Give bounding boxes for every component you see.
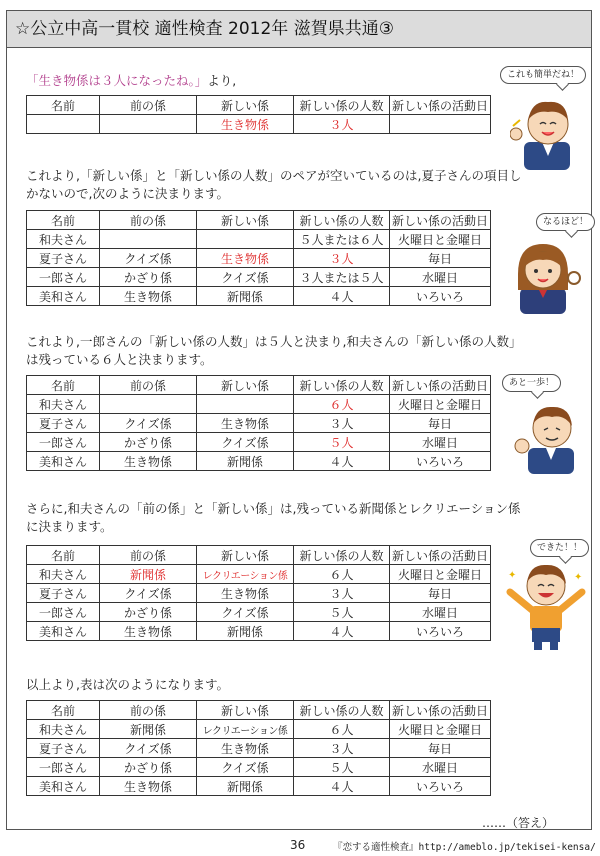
table-cell: ５人 [294, 433, 390, 452]
table-cell: ５人または６人 [294, 230, 390, 249]
table-cell: いろいろ [390, 622, 491, 641]
table-cell: クイズ係 [100, 414, 197, 433]
intro-quote: 「生き物係は３人になったね。」 [26, 73, 208, 88]
table-cell: 夏子さん [27, 249, 100, 268]
header-prev-duty: 前の係 [100, 96, 197, 115]
table-cell [27, 115, 100, 134]
table-cell: レクリエーション係 [197, 720, 294, 739]
header-prev-duty: 前の係 [100, 546, 197, 565]
table-cell: 生き物係 [197, 115, 294, 134]
header-prev-duty: 前の係 [100, 376, 197, 395]
header-row [27, 701, 491, 720]
header-name: 名前 [27, 211, 100, 230]
table-cell: 火曜日と金曜日 [390, 720, 491, 739]
svg-text:✦: ✦ [508, 570, 517, 581]
table-cell: 水曜日 [390, 758, 491, 777]
table-cell: 生き物係 [197, 584, 294, 603]
table-cell: 夏子さん [27, 414, 100, 433]
table-cell: 新聞係 [197, 452, 294, 471]
table-cell: 新聞係 [197, 622, 294, 641]
table-5-answer [26, 700, 491, 796]
table-cell: クイズ係 [100, 249, 197, 268]
header-activity-day: 新しい係の活動日 [390, 96, 491, 115]
table-cell [100, 230, 197, 249]
boy-fist-pump-illustration [512, 396, 588, 474]
header-count: 新しい係の人数 [294, 376, 390, 395]
table-cell: 生き物係 [197, 414, 294, 433]
header-new-duty: 新しい係 [197, 546, 294, 565]
paragraph-5: 以上より,表は次のようになります。 [26, 677, 229, 692]
header-activity-day: 新しい係の活動日 [390, 376, 491, 395]
table-cell: 毎日 [390, 414, 491, 433]
table-cell: ６人 [294, 565, 390, 584]
table-cell: ４人 [294, 287, 390, 306]
table-cell: 一郎さん [27, 268, 100, 287]
table-2 [26, 210, 491, 306]
girl-ok-sign-illustration [508, 234, 584, 314]
header-activity-day: 新しい係の活動日 [390, 211, 491, 230]
table-row [27, 622, 491, 641]
table-cell: かざり係 [100, 268, 197, 287]
table-cell: 一郎さん [27, 433, 100, 452]
header-row [27, 546, 491, 565]
table-cell: 美和さん [27, 622, 100, 641]
table-row [27, 115, 491, 134]
table-cell: かざり係 [100, 758, 197, 777]
table-cell: 毎日 [390, 249, 491, 268]
table-row [27, 414, 491, 433]
table-cell: ６人 [294, 720, 390, 739]
table-cell: 新聞係 [100, 565, 197, 584]
paragraph-4: さらに,和夫さんの「前の係」と「新しい係」は,残っている新聞係とレクリエーション係に決まります。 [26, 501, 521, 534]
footer-source: 『恋する適性検査』http://ameblo.jp/tekisei-kensa/ [333, 842, 596, 853]
header-activity-day: 新しい係の活動日 [390, 701, 491, 720]
table-cell: 和夫さん [27, 395, 100, 414]
table-row [27, 584, 491, 603]
table-row [27, 230, 491, 249]
table-cell: 生き物係 [197, 739, 294, 758]
table-cell: ５人 [294, 603, 390, 622]
table-cell: ３人 [294, 739, 390, 758]
header-activity-day: 新しい係の活動日 [390, 546, 491, 565]
table-cell: クイズ係 [197, 433, 294, 452]
table-cell: 一郎さん [27, 603, 100, 622]
header-row [27, 376, 491, 395]
table-1 [26, 95, 491, 134]
table-cell: かざり係 [100, 603, 197, 622]
table-cell: 美和さん [27, 452, 100, 471]
table-cell: クイズ係 [197, 758, 294, 777]
table-4 [26, 545, 491, 641]
header-row [27, 96, 491, 115]
table-cell: 生き物係 [100, 777, 197, 796]
table-cell: クイズ係 [197, 268, 294, 287]
table-row [27, 268, 491, 287]
table-cell: ３人 [294, 249, 390, 268]
page-title: ☆公立中高一貫校 適性検査 2012年 滋賀県共通③ [6, 10, 592, 48]
table-cell: クイズ係 [100, 739, 197, 758]
table-row [27, 249, 491, 268]
table-row [27, 433, 491, 452]
table-3 [26, 375, 491, 471]
paragraph-2: これより,「新しい係」と「新しい係の人数」のペアが空いているのは,夏子さんの項目しかないので,次のように決まります。 [26, 168, 522, 201]
table-cell: 新聞係 [197, 287, 294, 306]
table-row [27, 603, 491, 622]
intro-line [26, 72, 526, 90]
answer-label: ……（答え） [481, 816, 554, 830]
table-cell: ３人 [294, 115, 390, 134]
header-name: 名前 [27, 376, 100, 395]
page-number: 36 [290, 838, 306, 852]
intro-suffix: より, [207, 73, 237, 88]
table-cell: ３人 [294, 414, 390, 433]
table-cell: ４人 [294, 777, 390, 796]
speech-bubble-1: これも簡単だね！ [500, 66, 586, 84]
table-cell: ６人 [294, 395, 390, 414]
speech-bubble-2: なるほど！ [536, 213, 595, 231]
table-cell: 水曜日 [390, 603, 491, 622]
header-row [27, 211, 491, 230]
table-cell: かざり係 [100, 433, 197, 452]
header-count: 新しい係の人数 [294, 546, 390, 565]
header-prev-duty: 前の係 [100, 701, 197, 720]
table-cell: 生き物係 [197, 249, 294, 268]
header-new-duty: 新しい係 [197, 701, 294, 720]
header-new-duty: 新しい係 [197, 96, 294, 115]
table-row [27, 287, 491, 306]
table-cell: 毎日 [390, 739, 491, 758]
header-new-duty: 新しい係 [197, 376, 294, 395]
table-cell: 火曜日と金曜日 [390, 230, 491, 249]
table-cell: ３人または５人 [294, 268, 390, 287]
table-cell [197, 395, 294, 414]
table-cell [100, 395, 197, 414]
table-cell: ５人 [294, 758, 390, 777]
table-cell: 火曜日と金曜日 [390, 565, 491, 584]
header-name: 名前 [27, 96, 100, 115]
table-cell: クイズ係 [100, 584, 197, 603]
table-cell: 生き物係 [100, 287, 197, 306]
table-cell: 美和さん [27, 777, 100, 796]
table-row [27, 739, 491, 758]
table-row [27, 395, 491, 414]
table-row [27, 720, 491, 739]
table-cell: 生き物係 [100, 622, 197, 641]
table-cell [390, 115, 491, 134]
table-cell: 夏子さん [27, 739, 100, 758]
header-count: 新しい係の人数 [294, 96, 390, 115]
table-row [27, 758, 491, 777]
speech-bubble-4: できた！！ [530, 539, 589, 557]
boy-thumbs-up-illustration [510, 90, 586, 170]
table-cell: 水曜日 [390, 268, 491, 287]
table-cell: 生き物係 [100, 452, 197, 471]
table-cell: レクリエーション係 [197, 565, 294, 584]
table-cell: いろいろ [390, 287, 491, 306]
table-cell: 和夫さん [27, 720, 100, 739]
table-cell: ４人 [294, 452, 390, 471]
header-count: 新しい係の人数 [294, 701, 390, 720]
table-cell: 和夫さん [27, 565, 100, 584]
header-name: 名前 [27, 546, 100, 565]
table-cell: 新聞係 [100, 720, 197, 739]
table-row [27, 777, 491, 796]
table-cell: 一郎さん [27, 758, 100, 777]
header-name: 名前 [27, 701, 100, 720]
header-prev-duty: 前の係 [100, 211, 197, 230]
table-cell [197, 230, 294, 249]
table-row [27, 565, 491, 584]
paragraph-3: これより,一郎さんの「新しい係の人数」は５人と決まり,和夫さんの「新しい係の人数」は残っている６人と決まります。 [26, 334, 522, 367]
table-cell [100, 115, 197, 134]
table-cell: 火曜日と金曜日 [390, 395, 491, 414]
table-cell: クイズ係 [197, 603, 294, 622]
table-cell: 夏子さん [27, 584, 100, 603]
table-cell: 毎日 [390, 584, 491, 603]
table-cell: 美和さん [27, 287, 100, 306]
table-cell: いろいろ [390, 777, 491, 796]
table-cell: ３人 [294, 584, 390, 603]
header-count: 新しい係の人数 [294, 211, 390, 230]
table-cell: 和夫さん [27, 230, 100, 249]
boy-jumping-illustration [504, 558, 588, 650]
table-cell: いろいろ [390, 452, 491, 471]
table-row [27, 452, 491, 471]
svg-text:✦: ✦ [574, 572, 583, 583]
table-cell: ４人 [294, 622, 390, 641]
speech-bubble-3: あと一歩！ [502, 374, 561, 392]
table-cell: 新聞係 [197, 777, 294, 796]
table-cell: 水曜日 [390, 433, 491, 452]
header-new-duty: 新しい係 [197, 211, 294, 230]
